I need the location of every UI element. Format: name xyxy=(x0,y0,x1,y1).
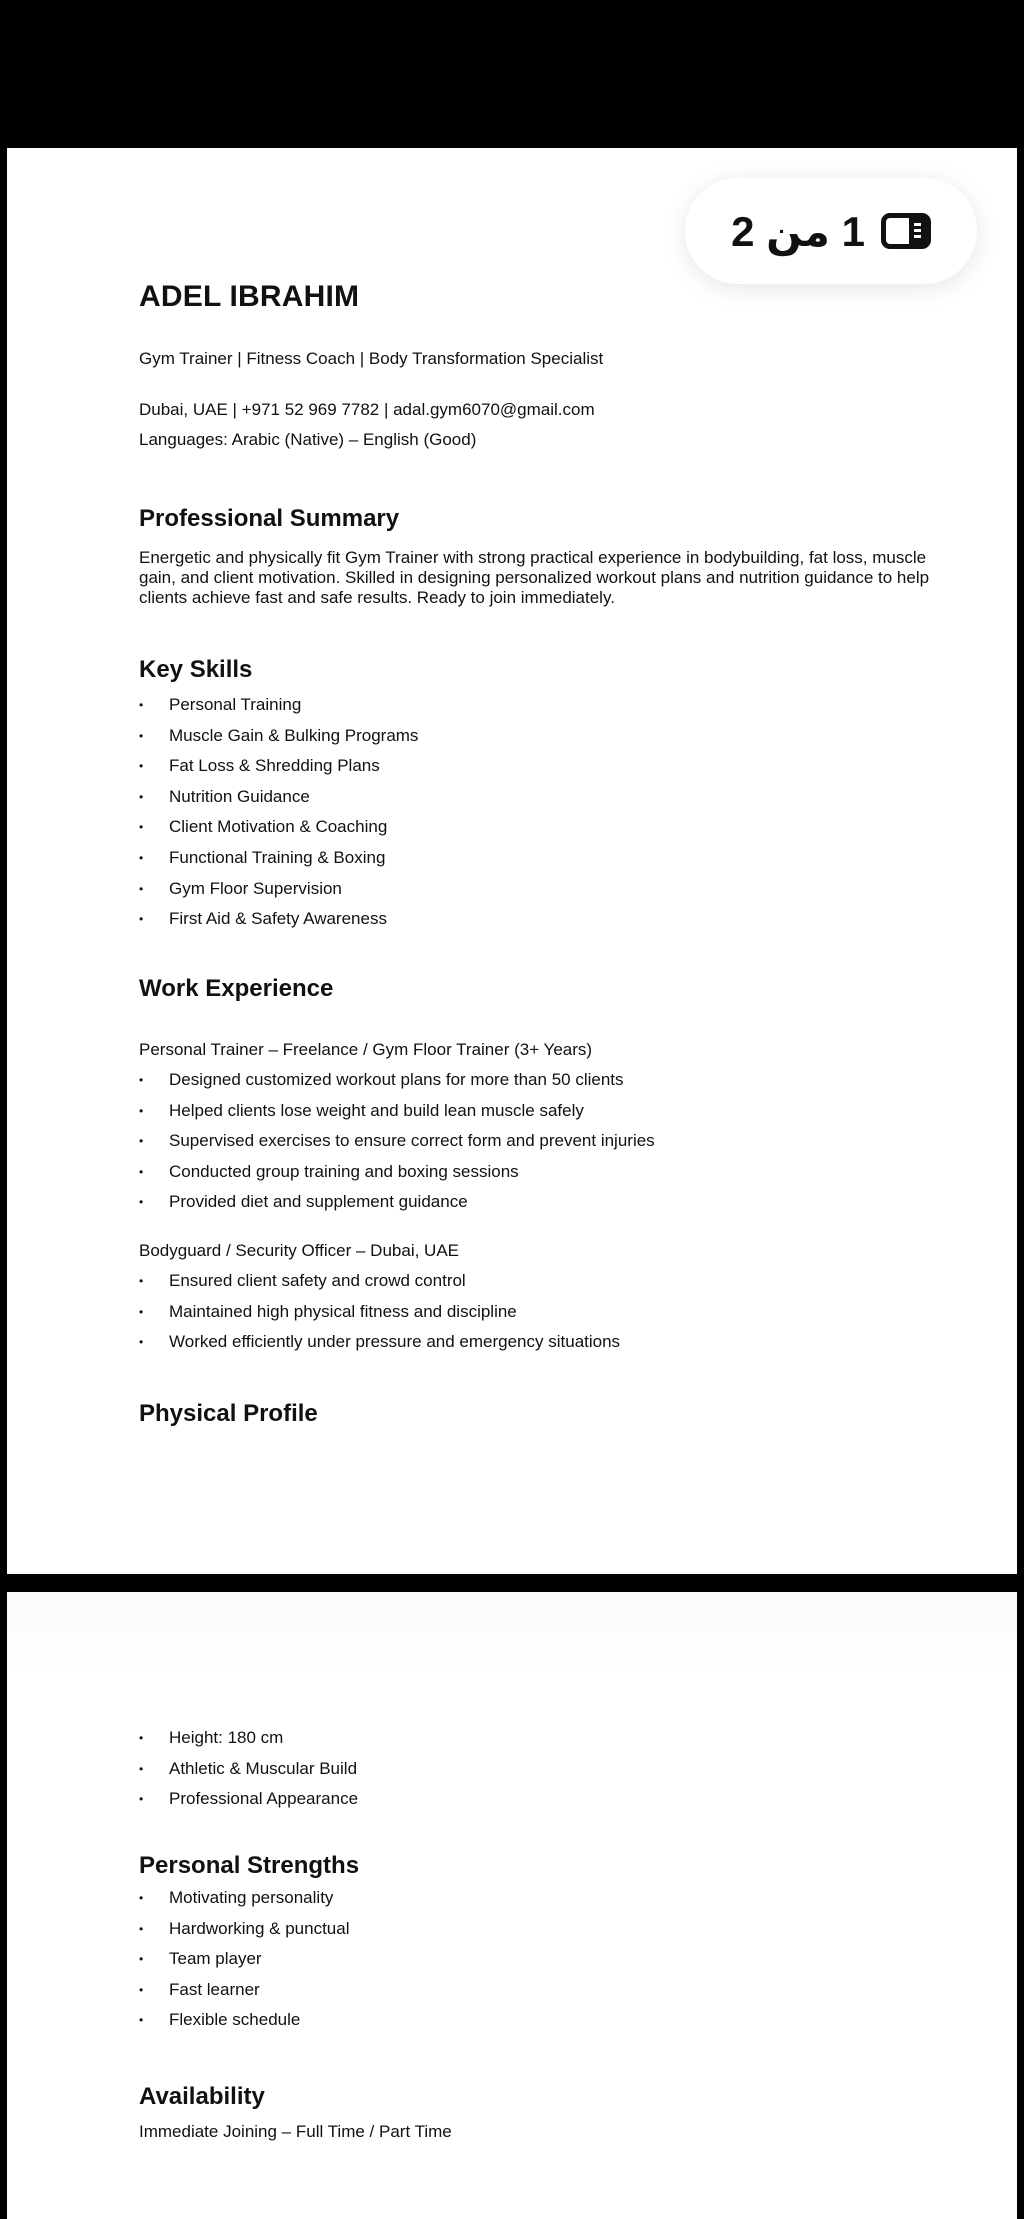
list-item: • Flexible schedule xyxy=(139,2005,957,2036)
list-item: • Maintained high physical fitness and discipline xyxy=(139,1297,957,1328)
list-item: • Personal Training xyxy=(139,690,957,721)
headline: Gym Trainer | Fitness Coach | Body Transformation Specialist xyxy=(139,349,604,368)
list-item: • Muscle Gain & Bulking Programs xyxy=(139,721,957,752)
physical-title: Physical Profile xyxy=(139,1400,318,1427)
job-title: Bodyguard / Security Officer – Dubai, UAE xyxy=(139,1241,460,1260)
list-item: • Client Motivation & Coaching xyxy=(139,812,957,843)
strengths-list xyxy=(139,1883,957,2036)
list-item: • Gym Floor Supervision xyxy=(139,874,957,905)
page-thumbnails-icon xyxy=(881,213,931,249)
summary-section xyxy=(139,505,957,533)
availability-section xyxy=(139,2083,957,2111)
experience-section xyxy=(139,975,957,1003)
skills-list xyxy=(139,690,957,935)
strengths-title: Personal Strengths xyxy=(139,1852,360,1879)
languages: Languages: Arabic (Native) – English (Good) xyxy=(139,430,477,449)
list-item: • Professional Appearance xyxy=(139,1784,957,1815)
availability-text: Immediate Joining – Full Time / Part Time xyxy=(139,2122,452,2141)
list-item: • Helped clients lose weight and build lean muscle safely xyxy=(139,1096,957,1127)
skills-section xyxy=(139,656,957,684)
page-shadow xyxy=(7,1592,1017,1672)
list-item: • Functional Training & Boxing xyxy=(139,843,957,874)
skills-title: Key Skills xyxy=(139,656,253,683)
document-page-1 xyxy=(7,148,1017,1574)
physical-section xyxy=(139,1400,957,1428)
strengths-section xyxy=(139,1852,957,1880)
list-item: • Ensured client safety and crowd control xyxy=(139,1266,957,1297)
list-item: • First Aid & Safety Awareness xyxy=(139,904,957,935)
summary-text: Energetic and physically fit Gym Trainer with strong practical experience in bodybuilding, fat loss, muscle gain, and client motivation. Skilled in designing personalized workout plans and nutrition guidance to help clients achieve fast and safe results. Ready to join immediately. xyxy=(139,548,930,607)
list-item: • Designed customized workout plans for more than 50 clients xyxy=(139,1065,957,1096)
list-item: • Worked efficiently under pressure and emergency situations xyxy=(139,1327,957,1358)
page-count-text: 1 من 2 xyxy=(731,207,865,255)
summary-title: Professional Summary xyxy=(139,505,400,532)
availability-title: Availability xyxy=(139,2083,265,2110)
list-item: • Fat Loss & Shredding Plans xyxy=(139,751,957,782)
job-duties-list xyxy=(139,1266,957,1358)
list-item: • Height: 180 cm xyxy=(139,1723,957,1754)
list-item: • Provided diet and supplement guidance xyxy=(139,1187,957,1218)
contact-info: Dubai, UAE | +971 52 969 7782 | adal.gym6070@gmail.com xyxy=(139,400,595,419)
physical-list xyxy=(139,1723,957,1815)
experience-title: Work Experience xyxy=(139,975,334,1002)
job-duties-list xyxy=(139,1065,957,1218)
list-item: • Nutrition Guidance xyxy=(139,782,957,813)
document-page-2 xyxy=(7,1592,1017,2219)
candidate-name: ADEL IBRAHIM xyxy=(139,280,360,313)
list-item: • Supervised exercises to ensure correct form and prevent injuries xyxy=(139,1126,957,1157)
job-title: Personal Trainer – Freelance / Gym Floor Trainer (3+ Years) xyxy=(139,1040,593,1059)
list-item: • Athletic & Muscular Build xyxy=(139,1754,957,1785)
list-item: • Conducted group training and boxing sessions xyxy=(139,1157,957,1188)
list-item: • Fast learner xyxy=(139,1975,957,2006)
page-indicator[interactable] xyxy=(685,178,977,284)
list-item: • Hardworking & punctual xyxy=(139,1914,957,1945)
list-item: • Team player xyxy=(139,1944,957,1975)
resume-header xyxy=(139,280,957,314)
list-item: • Motivating personality xyxy=(139,1883,957,1914)
